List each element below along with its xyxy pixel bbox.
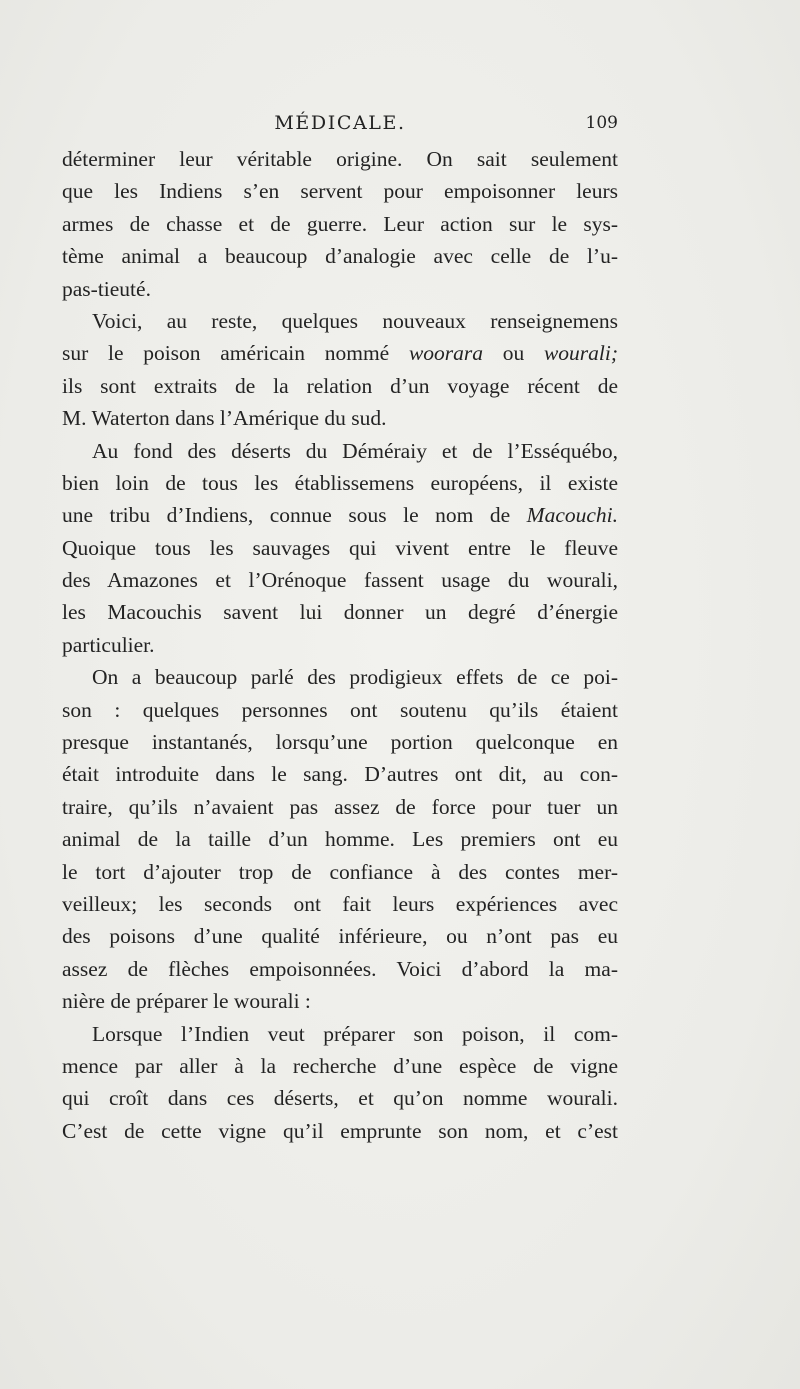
text-segment: des poisons d’une qualité inférieure, ou n’ont pas eu xyxy=(62,924,618,949)
body-text xyxy=(62,143,618,1147)
text-line xyxy=(62,435,618,467)
text-segment: que les Indiens s’en servent pour empoisonner leurs xyxy=(62,179,618,204)
italic-text: woorara xyxy=(408,341,484,366)
text-segment: bien loin de tous les établissemens européens, il existe xyxy=(62,470,618,495)
text-segment: une tribu d’Indiens, connue sous le nom de xyxy=(62,503,527,528)
text-segment: mence par aller à la recherche d’une espèce de vigne xyxy=(62,1053,618,1078)
text-line xyxy=(62,175,618,207)
text-line xyxy=(62,370,618,402)
text-segment: particulier. xyxy=(62,632,155,657)
text-line xyxy=(62,823,618,855)
text-segment: tème animal a beaucoup d’analogie avec celle de l’u- xyxy=(62,244,618,269)
text-line xyxy=(62,726,618,758)
text-line xyxy=(62,888,618,920)
text-line xyxy=(62,661,618,693)
text-segment: M. Waterton dans l’Amérique du sud. xyxy=(62,406,387,431)
text-line xyxy=(62,402,618,434)
text-segment: le tort d’ajouter trop de confiance à des contes mer- xyxy=(62,859,618,884)
text-segment: nière de préparer le wourali : xyxy=(62,989,311,1014)
text-line xyxy=(62,240,618,272)
text-line xyxy=(62,694,618,726)
text-line xyxy=(62,499,618,531)
text-line xyxy=(62,1115,618,1147)
text-line xyxy=(62,985,618,1017)
text-line xyxy=(62,1050,618,1082)
text-line xyxy=(62,920,618,952)
text-segment: Quoique tous les sauvages qui vivent entre le fleuve xyxy=(62,535,618,560)
text-segment: assez de flèches empoisonnées. Voici d’abord la ma- xyxy=(62,956,618,981)
text-segment: Lorsque l’Indien veut préparer son poison, il com- xyxy=(92,1021,618,1046)
text-segment: animal de la taille d’un homme. Les premiers ont eu xyxy=(62,827,618,852)
text-segment: des Amazones et l’Orénoque fassent usage du wourali, xyxy=(62,568,618,593)
text-line xyxy=(62,143,618,175)
text-line xyxy=(62,1018,618,1050)
text-line xyxy=(62,953,618,985)
italic-text: Macouchi. xyxy=(526,503,618,528)
text-segment: Voici, au reste, quelques nouveaux renseignemens xyxy=(92,308,618,333)
text-segment: C’est de cette vigne qu’il emprunte son nom, et c’est xyxy=(62,1118,618,1143)
text-segment: était introduite dans le sang. D’autres ont dit, au con- xyxy=(62,762,618,787)
text-line xyxy=(62,1082,618,1114)
text-line xyxy=(62,305,618,337)
text-segment: ou xyxy=(483,341,544,366)
text-line xyxy=(62,758,618,790)
text-segment: les Macouchis savent lui donner un degré d’énergie xyxy=(62,600,618,625)
text-segment: son : quelques personnes ont soutenu qu’ils étaient xyxy=(62,697,618,722)
text-segment: armes de chasse et de guerre. Leur action sur le sys- xyxy=(62,211,618,236)
page-number: 109 xyxy=(585,113,618,133)
text-line xyxy=(62,629,618,661)
text-segment: ils sont extraits de la relation d’un voyage récent de xyxy=(62,373,618,398)
italic-text: wourali; xyxy=(543,341,618,366)
text-line xyxy=(62,532,618,564)
running-title: MÉDICALE. xyxy=(274,112,406,134)
text-line xyxy=(62,337,618,369)
text-segment: On a beaucoup parlé des prodigieux effets de ce poi- xyxy=(92,665,618,690)
text-segment: pas-tieuté. xyxy=(62,276,151,301)
text-line xyxy=(62,791,618,823)
text-line xyxy=(62,856,618,888)
text-segment: déterminer leur véritable origine. On sait seulement xyxy=(62,147,618,171)
text-segment: presque instantanés, lorsqu’une portion quelconque en xyxy=(62,730,618,755)
text-line xyxy=(62,273,618,305)
text-line xyxy=(62,467,618,499)
text-line xyxy=(62,596,618,628)
text-segment: sur le poison américain nommé xyxy=(62,341,409,366)
text-line xyxy=(62,208,618,240)
text-segment: veilleux; les seconds ont fait leurs expériences avec xyxy=(62,891,618,916)
text-line xyxy=(62,564,618,596)
text-segment: Au fond des déserts du Déméraiy et de l’Esséquébo, xyxy=(92,438,618,463)
text-segment: qui croît dans ces déserts, et qu’on nomme wourali. xyxy=(62,1086,618,1111)
text-segment: traire, qu’ils n’avaient pas assez de force pour tuer un xyxy=(62,794,618,819)
page-header xyxy=(62,112,618,138)
